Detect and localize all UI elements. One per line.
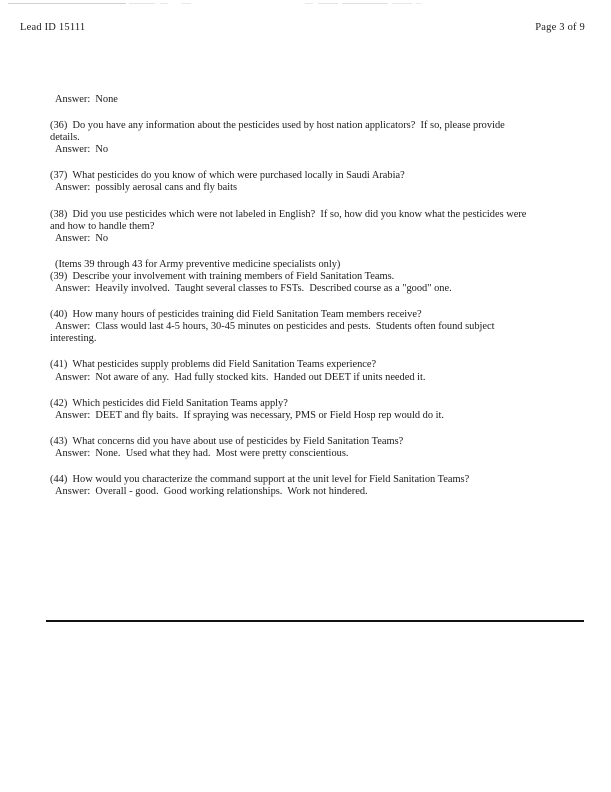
page-number-label: Page 3 of 9 xyxy=(535,22,585,33)
answer-line: Answer: No xyxy=(55,144,109,156)
scan-artifact xyxy=(416,3,422,4)
scan-artifact xyxy=(129,3,155,4)
question-line: (42) Which pesticides did Field Sanitation Teams apply? xyxy=(50,397,288,409)
question-item-40 xyxy=(50,309,550,345)
page-header xyxy=(20,22,591,33)
question-line: (37) What pesticides do you know of which were purchased locally in Saudi Arabia? xyxy=(50,170,405,182)
answer-line: Answer: Heavily involved. Taught several classes to FSTs. Described course as a "good" one. xyxy=(55,283,452,295)
answer-line: Answer: DEET and fly baits. If spraying was necessary, PMS or Field Hosp rep would do it. xyxy=(55,409,445,421)
scan-artifact xyxy=(305,3,313,4)
answer-line: Answer: Not aware of any. Had fully stocked kits. Handed out DEET if units needed it. xyxy=(55,371,426,383)
answer-line: Answer: None xyxy=(55,94,118,105)
question-item-38 xyxy=(50,209,550,245)
question-item-41 xyxy=(50,359,550,383)
horizontal-divider xyxy=(46,620,584,622)
scan-artifact xyxy=(342,3,388,4)
carryover-answer-block xyxy=(50,94,550,106)
question-item-42 xyxy=(50,398,550,422)
answer-line: Answer: Class would last 4-5 hours, 30-45 minutes on pesticides and pests. Students often found subject xyxy=(55,321,495,333)
question-line: (41) What pesticides supply problems did Field Sanitation Teams experience? xyxy=(50,359,377,371)
question-line: (43) What concerns did you have about use of pesticides by Field Sanitation Teams? xyxy=(50,435,404,447)
question-line: details. xyxy=(50,132,80,144)
question-item-43 xyxy=(50,436,550,460)
document-body xyxy=(50,94,550,498)
question-line: (44) How would you characterize the command support at the unit level for Field Sanitation Teams? xyxy=(50,473,470,485)
question-item-44 xyxy=(50,474,550,498)
question-item-39 xyxy=(50,259,550,295)
section-note: (Items 39 through 43 for Army preventive medicine specialists only) xyxy=(55,258,341,270)
answer-line: Answer: None. Used what they had. Most were pretty conscientious. xyxy=(55,447,349,459)
lead-id-label: Lead ID 15111 xyxy=(20,22,86,33)
answer-line: Answer: Overall - good. Good working relationships. Work not hindered. xyxy=(55,486,368,498)
question-item-37 xyxy=(50,170,550,194)
question-line: and how to handle them? xyxy=(50,220,155,232)
question-line: (40) How many hours of pesticides training did Field Sanitation Team members receive? xyxy=(50,309,422,321)
answer-line: Answer: No xyxy=(55,232,109,244)
question-item-36 xyxy=(50,120,550,156)
answer-line-continued: interesting. xyxy=(50,333,97,345)
scan-artifact xyxy=(160,3,168,4)
scan-artifact xyxy=(181,3,191,4)
answer-line: Answer: possibly aerosal cans and fly baits xyxy=(55,182,238,194)
scan-artifact xyxy=(318,3,338,4)
scan-artifact xyxy=(392,3,412,4)
question-line: (39) Describe your involvement with training members of Field Sanitation Teams. xyxy=(50,270,395,282)
question-line: (38) Did you use pesticides which were not labeled in English? If so, how did you know what the pesticides were xyxy=(50,208,527,220)
scan-artifact xyxy=(8,3,126,4)
question-line: (36) Do you have any information about the pesticides used by host nation applicators? If so, please provide xyxy=(50,120,505,132)
